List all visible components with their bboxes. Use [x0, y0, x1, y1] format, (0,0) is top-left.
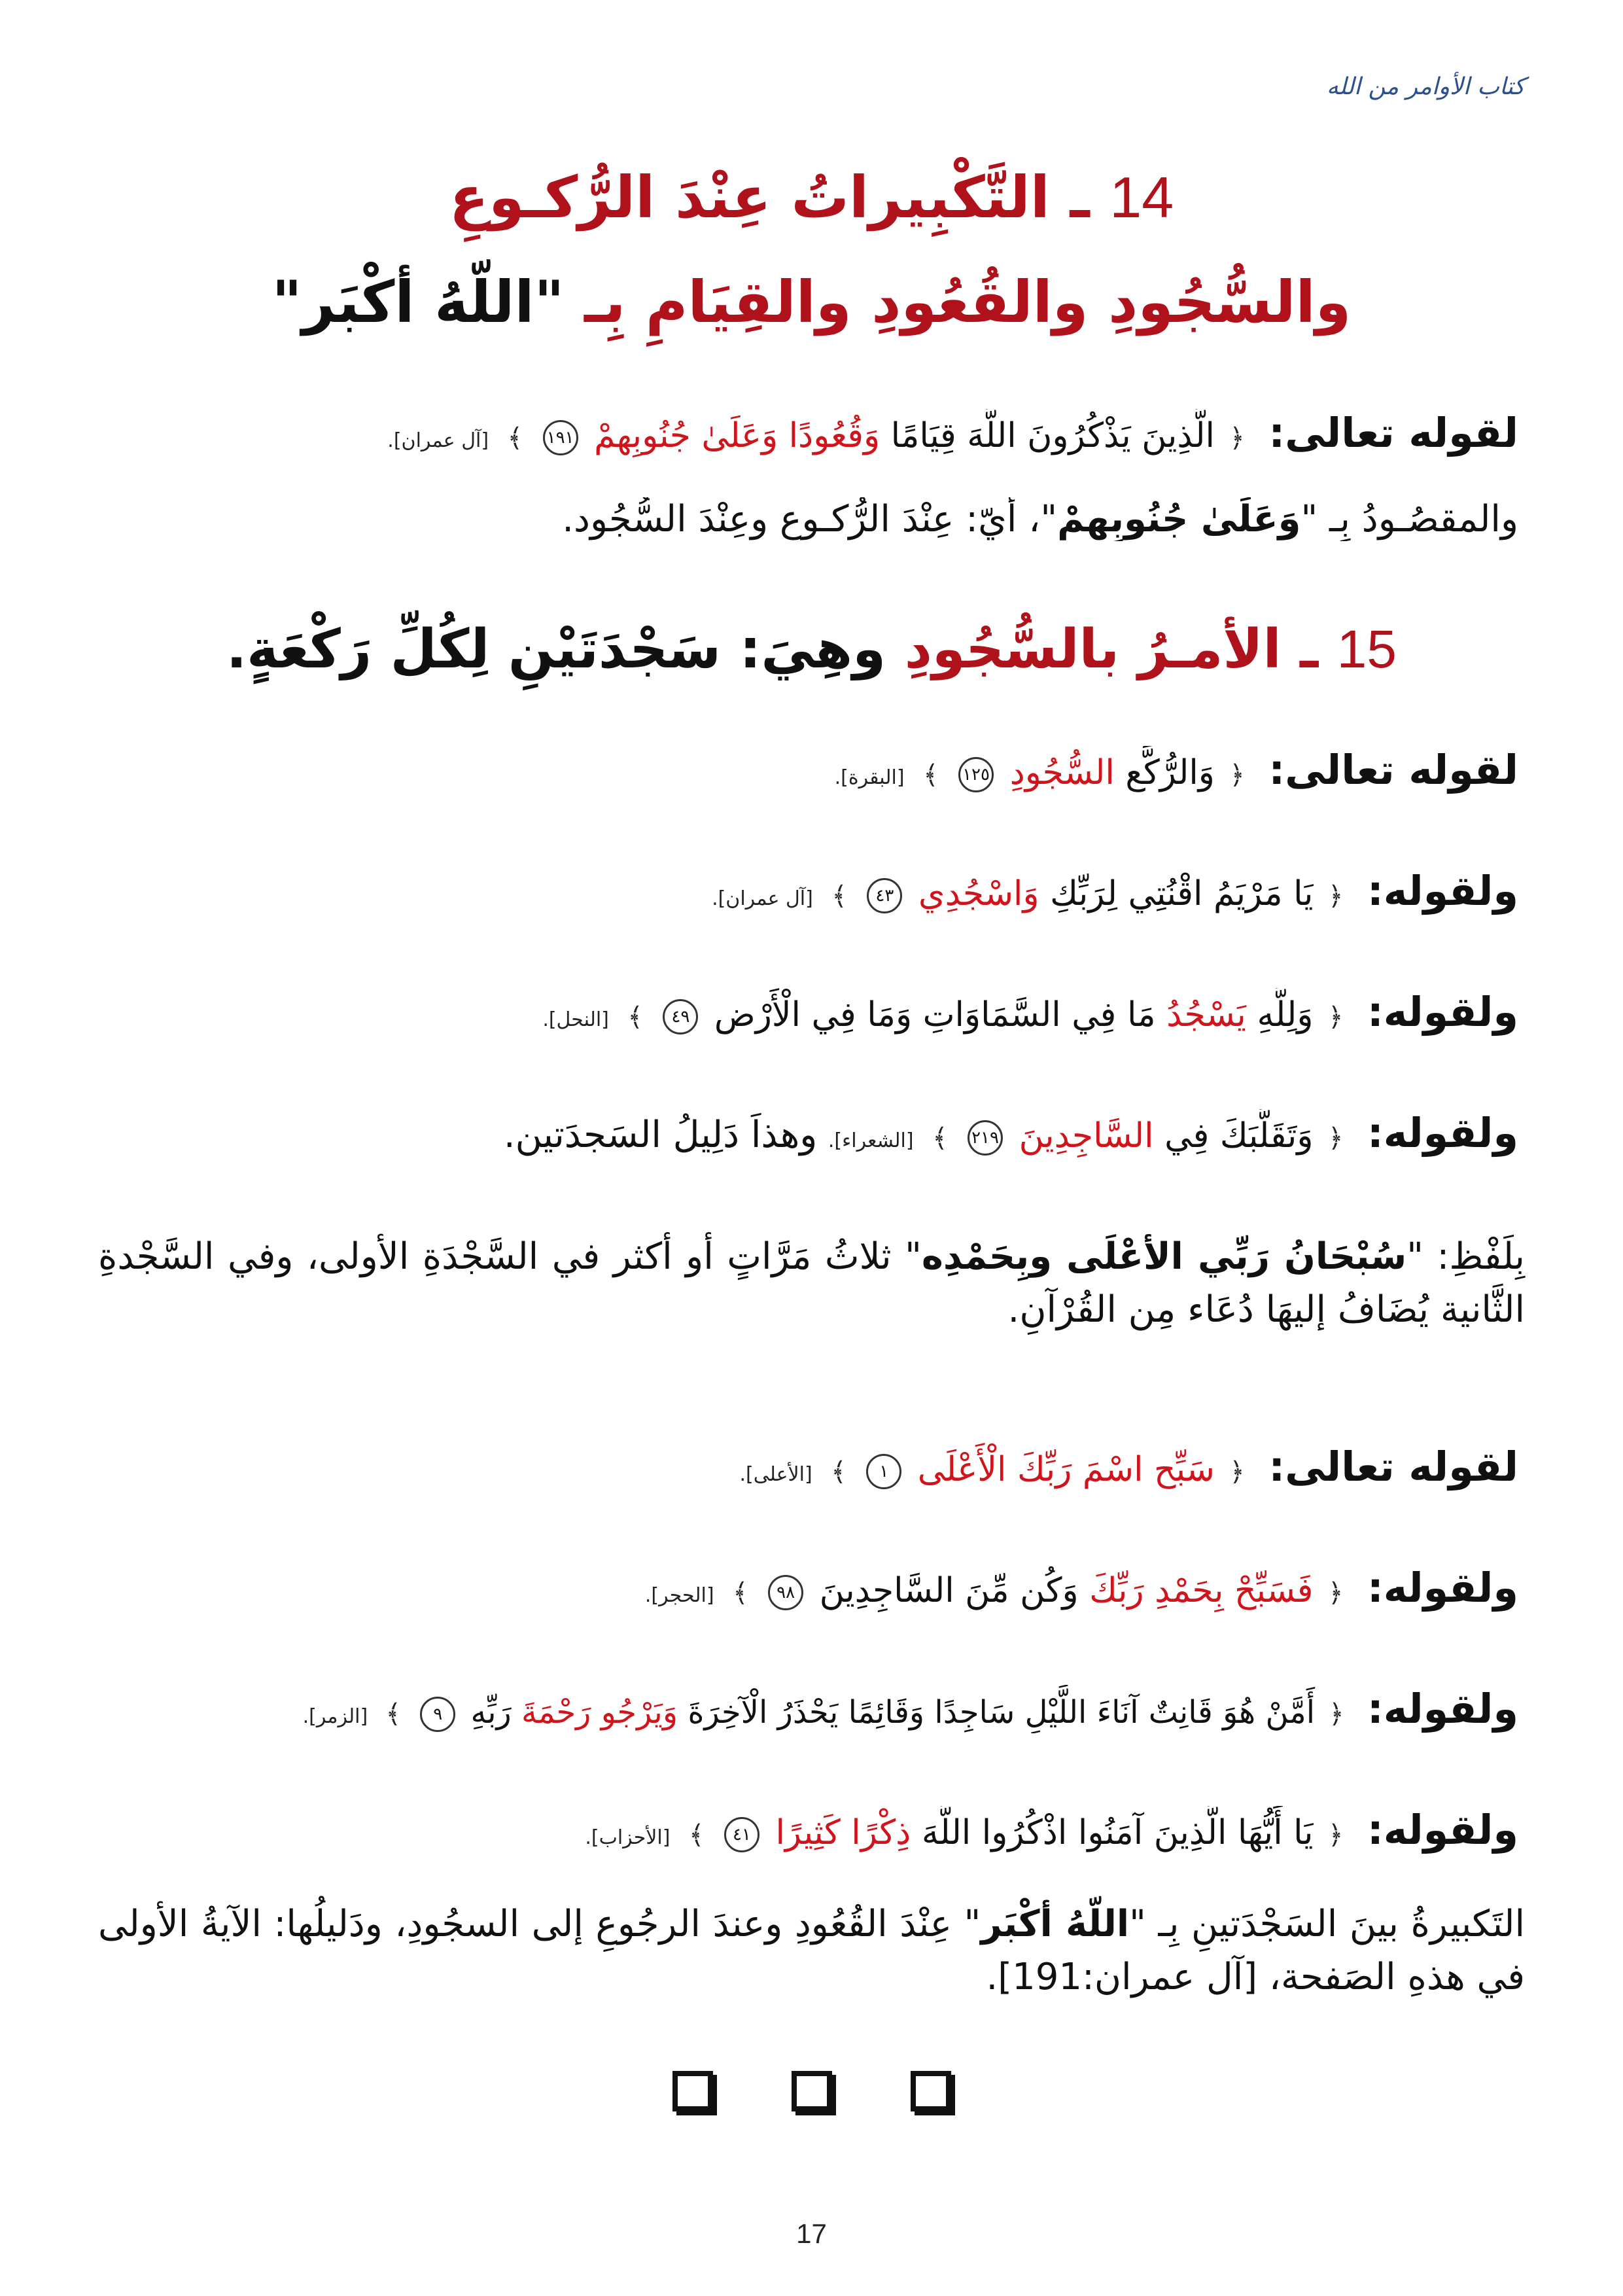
verse-label: لقوله تعالى: [1268, 746, 1518, 794]
ornament-close-icon: ﴾ [831, 881, 847, 911]
verse-text: يَا أَيُّهَا الَّذِينَ آمَنُوا اذْكُرُوا اللَّهَ [921, 1813, 1314, 1852]
square-icon [911, 2071, 951, 2111]
ornament-close-icon: ﴾ [831, 1457, 846, 1487]
ornament-open-icon: ﴿ [1328, 1123, 1344, 1154]
ayah-number-badge: ٩ [420, 1697, 455, 1732]
verse-highlight: السُّجُودِ [1010, 753, 1115, 794]
ayah-number-badge: ٢١٩ [968, 1120, 1003, 1156]
ornament-open-icon: ﴿ [1229, 760, 1245, 790]
section-title: الأمـرُ بالسُّجُودِ [904, 618, 1282, 680]
paragraph-2 [98, 1898, 1525, 2004]
verse-line-2 [98, 746, 1518, 794]
verse-highlight: السَّاجِدِينَ [1019, 1116, 1154, 1157]
surah-reference: [الحجر]. [644, 1584, 714, 1607]
ornament-open-icon: ﴿ [1229, 1457, 1245, 1487]
ornament-open-icon: ﴿ [1229, 423, 1245, 453]
ornament-close-icon: ﴾ [923, 760, 939, 790]
verse-text-a: وَلِلَّهِ [1257, 995, 1314, 1034]
verse-label: لقوله تعالى: [1268, 409, 1518, 457]
verse-label: ولقوله: [1367, 1806, 1518, 1854]
ayah-number-badge: ٩٨ [768, 1575, 803, 1610]
ornament-close-icon: ﴾ [932, 1123, 948, 1154]
surah-reference: [الشعراء]. [828, 1129, 914, 1152]
surah-reference: [البقرة]. [834, 766, 905, 789]
verse-highlight: فَسَبِّحْ بِحَمْدِ رَبِّكَ [1089, 1571, 1313, 1612]
section-separator: ـ [1070, 164, 1090, 231]
ornament-close-icon: ﴾ [385, 1699, 401, 1729]
verse-text-b: رَبِّهِ [470, 1694, 512, 1731]
paragraph-start: التَكبيرةُ بينَ السَجْدَتينِ بِـ " [1129, 1903, 1526, 1945]
verse-highlight: وَاسْجُدِي [918, 874, 1039, 915]
section-heading-15 [0, 618, 1623, 680]
explanation-line-1 [98, 497, 1518, 541]
ornament-close-icon: ﴾ [733, 1578, 748, 1608]
surah-reference: [الأحزاب]. [585, 1826, 671, 1849]
surah-reference: [آل عمران]. [712, 887, 813, 910]
ornament-open-icon: ﴿ [1328, 881, 1344, 911]
ayah-number-badge: ١٢٥ [958, 757, 994, 792]
verse-highlight: ذِكْرًا كَثِيرًا [775, 1813, 911, 1854]
verse-text: وَكُن مِّنَ السَّاجِدِينَ [819, 1571, 1079, 1610]
ayah-number-badge: ٤١ [724, 1817, 759, 1852]
ayah-number-badge: ١ [866, 1454, 901, 1489]
verse-line-4 [98, 988, 1518, 1036]
ayah-number-badge: ٤٩ [663, 999, 698, 1034]
ayah-number-badge: ١٩١ [543, 420, 578, 455]
square-icon [672, 2071, 713, 2111]
explanation-end: "، أيّ: عِنْدَ الرُّكـوعِ وعِنْدَ السُّجُود. [562, 498, 1058, 540]
verse-line-3 [98, 867, 1518, 915]
paragraph-bold: اللّهُ أكْبَر [981, 1903, 1130, 1945]
verse-line-5 [98, 1109, 1518, 1157]
section-heading-14 [0, 164, 1623, 231]
explanation-start: والمقصُـودُ بِـ " [1300, 498, 1518, 540]
section-number: 15 [1336, 620, 1397, 679]
verse-line-7 [98, 1564, 1518, 1612]
section-heading-14-cont [0, 268, 1623, 336]
verse-line-8 [98, 1685, 1518, 1733]
ornament-close-icon: ﴾ [507, 423, 523, 453]
surah-reference: [الأعلى]. [739, 1463, 812, 1486]
ornament-close-icon: ﴾ [627, 1002, 643, 1033]
verse-text: يَا مَرْيَمُ اقْنُتِي لِرَبِّكِ [1050, 874, 1314, 913]
ornament-open-icon: ﴿ [1328, 1820, 1344, 1850]
ornament-close-icon: ﴾ [688, 1820, 705, 1850]
verse-text: الَّذِينَ يَذْكُرُونَ اللَّهَ قِيَامًا [890, 416, 1215, 455]
verse-label: ولقوله: [1367, 1109, 1518, 1157]
ornament-open-icon: ﴿ [1328, 1002, 1344, 1033]
verse-highlight: يَسْجُدُ [1166, 995, 1246, 1036]
verse-tail: وهذاَ دَلِيلُ السَجدَتينِ. [503, 1114, 818, 1156]
section-title-rest: وهِيَ: سَجْدَتَيْنِ لِكُلِّ رَكْعَةٍ. [226, 618, 886, 680]
paragraph-1 [98, 1230, 1525, 1336]
surah-reference: [الزمر]. [302, 1705, 368, 1728]
verse-label: ولقوله: [1367, 988, 1518, 1036]
section-title-cont: والسُّجُودِ والقُعُودِ والقِيَامِ بِـ [584, 268, 1352, 336]
book-title-logo: كتاب الأوامر من الله [1326, 73, 1525, 100]
page-number: 17 [796, 2218, 827, 2249]
ornament-open-icon: ﴿ [1328, 1578, 1344, 1608]
verse-line-1 [98, 409, 1518, 457]
paragraph-start: بِلَفْظِ: " [1406, 1235, 1525, 1278]
verse-text: وَالرُّكَّعِ [1125, 753, 1215, 792]
verse-highlight: وَيَرْجُو رَحْمَةَ [521, 1694, 678, 1733]
section-title: التَّكْبِيراتُ عِنْدَ الرُّكـوعِ [449, 164, 1050, 231]
explanation-bold: وَعَلَىٰ جُنُوبِهِمْ [1057, 498, 1301, 540]
section-separator: ـ [1300, 618, 1319, 680]
verse-text: أَمَّنْ هُوَ قَانِتٌ آنَاءَ اللَّيْلِ سَاجِدًا وَقَائِمًا يَحْذَرُ الْآخِرَةَ [688, 1694, 1316, 1731]
paragraph-end: " عِنْدَ القُعُودِ وعندَ الرجُوعِ إلى السجُودِ، ودَليلُها: الآيةُ الأولى في هذهِ الصَفحة، [آل عمران:191]. [98, 1903, 1525, 1999]
section-title-quote: "اللّهُ أكْبَر" [271, 268, 565, 336]
square-icon [792, 2071, 832, 2111]
ornament-open-icon: ﴿ [1329, 1699, 1344, 1729]
surah-reference: [آل عمران]. [387, 429, 489, 452]
verse-text: وَتَقَلُّبَكَ فِي [1164, 1116, 1314, 1156]
verse-text-b: مَا فِي السَّمَاوَاتِ وَمَا فِي الْأَرْضِ [714, 995, 1156, 1034]
verse-line-9 [98, 1806, 1518, 1854]
verse-label: ولقوله: [1367, 1564, 1518, 1612]
verse-line-6 [98, 1443, 1518, 1491]
verse-highlight: وَقُعُودًا وَعَلَىٰ جُنُوبِهِمْ [594, 416, 880, 457]
verse-label: ولقوله: [1367, 1685, 1518, 1733]
verse-label: لقوله تعالى: [1268, 1443, 1518, 1491]
verse-highlight: سَبِّحِ اسْمَ رَبِّكَ الْأَعْلَى [918, 1450, 1215, 1491]
ayah-number-badge: ٤٣ [867, 878, 902, 913]
section-separator-squares [0, 2071, 1623, 2111]
surah-reference: [النحل]. [542, 1008, 609, 1031]
section-number: 14 [1109, 165, 1174, 230]
verse-label: ولقوله: [1367, 867, 1518, 915]
paragraph-end: " ثلاثُ مَرَّاتٍ أو أكثر في السَّجْدَةِ الأولى، وفي السَّجْدةِ الثَّانية يُضَافُ إليهَا دُعَاء مِن القُرْآنِ. [98, 1235, 1525, 1332]
paragraph-bold: سُبْحَانُ رَبِّي الأعْلَى وبِحَمْدِه [921, 1235, 1407, 1278]
